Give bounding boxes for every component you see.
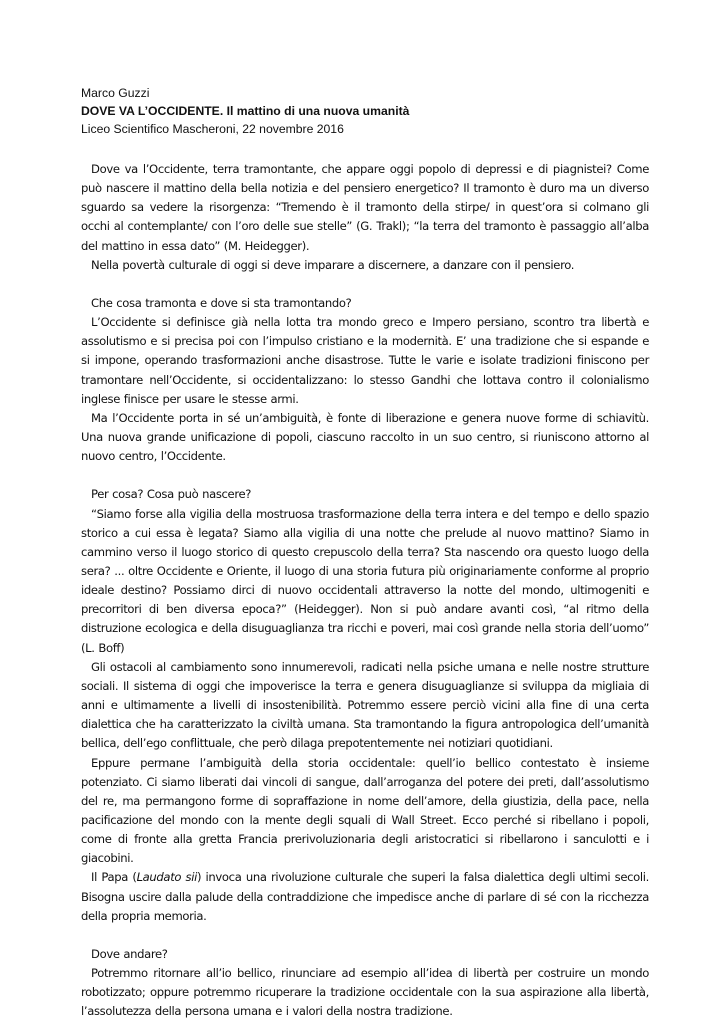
paragraph-occident-definition: L’Occidente si definisce già nella lotta tra mondo greco e Impero persiano, scontro tra libertà e assolutismo e si precisa poi con l’impulso cristiano e la modernità. E’ una tradizione che si espande e si impone, operando trasformazioni anche disastrose. Tutte le varie e isolate tradizioni finiscono per tramontare nell’Occidente, si occidentalizzano: lo stesso Gandhi che lottava contro il colonialismo inglese finisce per usare le stesse armi. [81, 315, 649, 406]
encyclical-title: Laudato sii [136, 870, 197, 885]
section-question-what-sets: Che cosa tramonta e dove si sta tramontando? [91, 295, 352, 310]
paragraph-heidegger-quote: “Siamo forse alla vigilia della mostruosa trasformazione della terra intera e del tempo e dello spazio storico a cui essa è legata? Siamo alla vigilia di una notte che prelude al nuovo mattino? Siamo in cammino verso il luogo storico di questo crepuscolo della terra? Sta nascendo ora questo luogo della sera? ... oltre Occidente e Oriente, il luogo di una storia futura più originariamente conforme al proprio ideale destino? Possiamo dirci di nuovo occidentali attraverso la notte del mondo, ultimogeniti e precorritori di ben diversa epoca?” (Heidegger). Non si può andare avanti così, “al ritmo della distruzione ecologica e della disuguaglianza tra ricchi e poveri, mai così grande nella storia dell’uomo” (L. Boff) [81, 506, 649, 655]
document-header [81, 84, 641, 138]
paragraph-intro: Dove va l’Occidente, terra tramontante, che appare oggi popolo di depressi e di piagnistei? Come può nascere il mattino della bella notizia e del pensiero energetico? Il tramonto è duro ma un diverso sguardo sa vedere la risorgenza: “Tremendo è il tramonto della stirpe/ in quest’ora si colmano gli occhi al contemplante/ con l’oro delle sue stelle” (G. Trakl); “la terra del tramonto è passaggio all’alba del mattino in essa dato” (M. Heidegger). [81, 162, 649, 253]
pope-text-start: Il Papa ( [91, 870, 137, 885]
paragraph-gap [81, 466, 649, 485]
paragraph-gap [81, 275, 649, 294]
paragraph-ambiguity-history: Eppure permane l’ambiguità della storia occidentale: quell’io bellico contestato è insieme potenziato. Ci siamo liberati dai vincoli di sangue, dall’arroganza del potere dei preti, dall’assolutismo del re, ma permangono forme di sopraffazione in nome dell’amore, della giustizia, della pace, nella pacificazione del mondo con la mente degli squali di Wall Street. Ecco perché si ribellano i popoli, come di fronte alla gretta Francia prerivoluzionaria degli aristocratici si ribellarono i sanculotti e i giacobini. [81, 755, 649, 866]
section-question-where-to-go: Dove andare? [91, 946, 168, 961]
document-body [81, 160, 649, 1022]
paragraph-ambiguity: Ma l’Occidente porta in sé un’ambiguità, è fonte di liberazione e genera nuove forme di schiavitù. Una nuova grande unificazione di popoli, ciascuno raccolto in un suo centro, si riuniscono attorno al nuovo centro, l’Occidente. [81, 410, 649, 464]
paragraph-pope [81, 868, 649, 925]
venue-date-line: Liceo Scientifico Mascheroni, 22 novembre 2016 [81, 122, 344, 136]
paragraph-gap [81, 926, 649, 945]
pope-text-end: ) invoca una rivoluzione culturale che superi la falsa dialettica degli ultimi secoli. Bisogna uscire dalla palude della contraddizione che impedisce anche di parlare di sé con la ricchezza della propria memoria. [81, 870, 649, 923]
paragraph-alternatives: Potremmo ritornare all’io bellico, rinunciare ad esempio all’idea di libertà per costruire un mondo robotizzato; oppure potremmo ricuperare la tradizione occidentale con la sua aspirazione alla libertà, l’assolutezza della persona umana e i valori della nostra tradizione. [81, 966, 649, 1019]
document-title: DOVE VA L’OCCIDENTE. Il mattino di una nuova umanità [81, 104, 410, 118]
author-line: Marco Guzzi [81, 86, 150, 100]
paragraph-obstacles: Gli ostacoli al cambiamento sono innumerevoli, radicati nella psiche umana e nelle nostre strutture sociali. Il sistema di oggi che impoverisce la terra e genera disuguaglianze si sviluppa da migliaia di anni e ultimamente a livelli di insostenibilità. Potremmo essere perciò vicini alla fine di una certa dialettica che ha caratterizzato la civiltà umana. Sta tramontando la figura antropologica dell’umanità bellica, dell’ego conflittuale, che però dilaga prepotentemente nei notiziari quotidiani. [81, 659, 649, 751]
paragraph-discernment: Nella povertà culturale di oggi si deve imparare a discernere, a danzare con il pensiero. [91, 257, 575, 272]
section-question-what-can-be-born: Per cosa? Cosa può nascere? [91, 487, 252, 502]
